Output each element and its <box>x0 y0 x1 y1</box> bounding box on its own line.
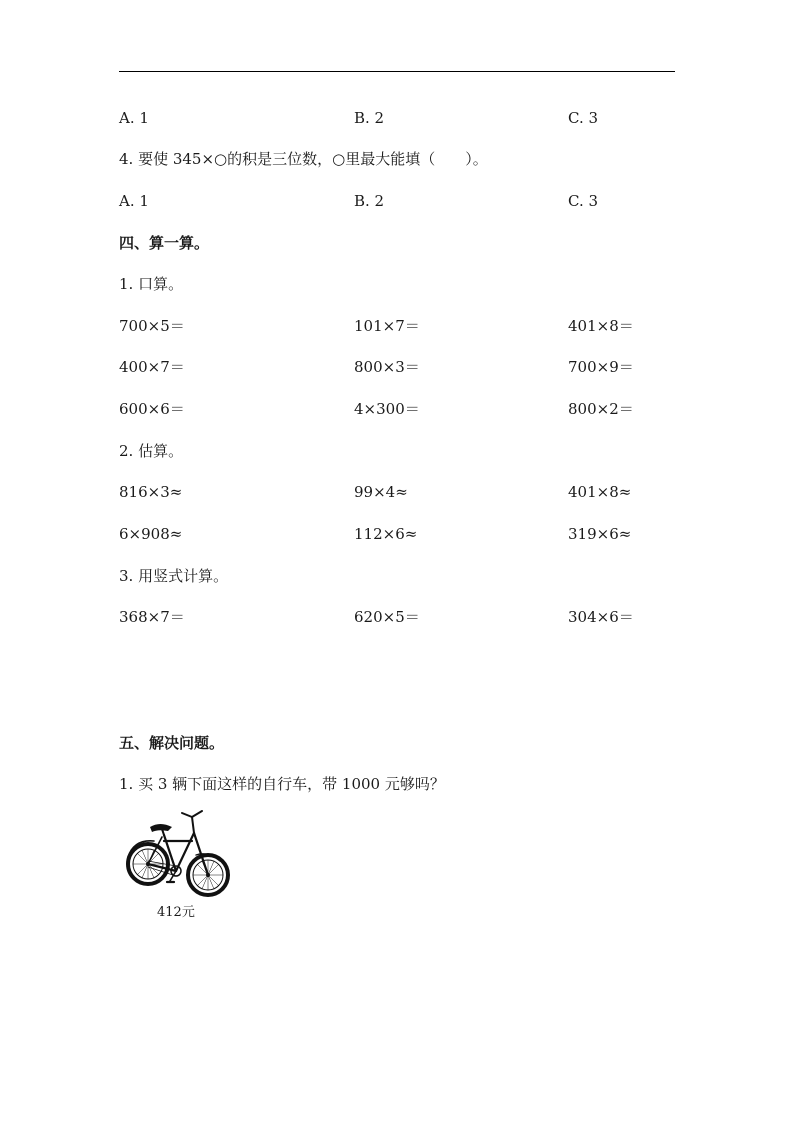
vertical-row <box>119 606 679 628</box>
top-rule <box>119 71 675 72</box>
estimate-item: 816×3≈ <box>119 483 183 501</box>
bicycle-price: 412元 <box>157 905 195 920</box>
q4-options <box>119 190 679 212</box>
q4-text: 4. 要使 345×○的积是三位数，○里最大能填（ ）。 <box>119 150 488 168</box>
section4-title: 四、算一算。 <box>119 234 210 252</box>
oral-item: 800×2＝ <box>568 400 634 418</box>
estimate-row <box>119 523 679 545</box>
oral-title: 1. 口算。 <box>119 275 184 293</box>
oral-item: 800×3＝ <box>354 358 420 376</box>
oral-item: 101×7＝ <box>354 317 420 335</box>
oral-row <box>119 356 679 378</box>
oral-row <box>119 315 679 337</box>
oral-item: 600×6＝ <box>119 400 185 418</box>
q4-option-a[interactable]: A. 1 <box>119 192 149 210</box>
q3-option-a[interactable]: A. 1 <box>119 109 149 127</box>
vertical-title: 3. 用竖式计算。 <box>119 567 229 585</box>
oral-row <box>119 398 679 420</box>
section5-title: 五、解决问题。 <box>119 734 225 752</box>
estimate-item: 319×6≈ <box>568 525 632 543</box>
oral-item: 400×7＝ <box>119 358 185 376</box>
estimate-row <box>119 481 679 503</box>
q4-option-b[interactable]: B. 2 <box>354 192 385 210</box>
estimate-title: 2. 估算。 <box>119 442 184 460</box>
vertical-item: 368×7＝ <box>119 608 185 626</box>
estimate-item: 401×8≈ <box>568 483 632 501</box>
q4-option-c[interactable]: C. 3 <box>568 192 599 210</box>
estimate-item: 112×6≈ <box>354 525 418 543</box>
estimate-item: 6×908≈ <box>119 525 183 543</box>
q3-options <box>119 107 679 129</box>
estimate-item: 99×4≈ <box>354 483 408 501</box>
oral-item: 4×300＝ <box>354 400 420 418</box>
q3-option-c[interactable]: C. 3 <box>568 109 599 127</box>
q3-option-b[interactable]: B. 2 <box>354 109 385 127</box>
vertical-item: 304×6＝ <box>568 608 634 626</box>
oral-item: 401×8＝ <box>568 317 634 335</box>
oral-item: 700×5＝ <box>119 317 185 335</box>
bicycle-image <box>124 805 230 901</box>
vertical-item: 620×5＝ <box>354 608 420 626</box>
oral-item: 700×9＝ <box>568 358 634 376</box>
q5-1-text: 1. 买 3 辆下面这样的自行车，带 1000 元够吗？ <box>119 775 445 793</box>
